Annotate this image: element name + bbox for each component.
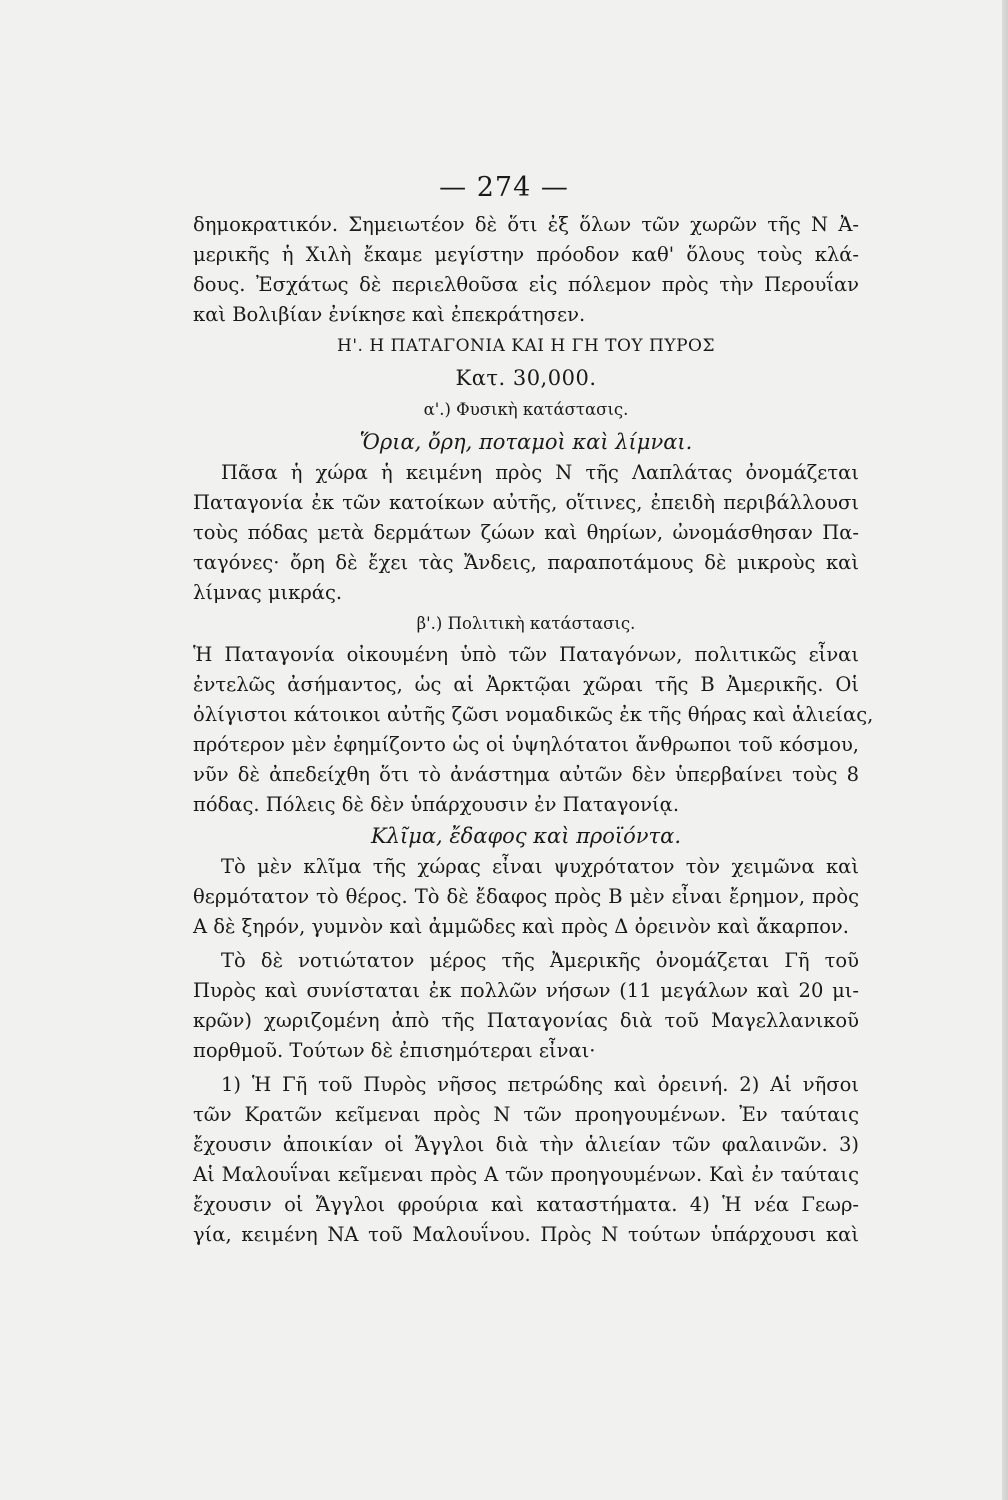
- political-heading: β'.) Πολιτικὴ κατάστασις.: [416, 614, 636, 633]
- physical-paragraph: [193, 458, 859, 608]
- text-line: γία, κειμένη ΝΑ τοῦ Μαλουΐνου. Πρὸς Ν τούτων ὑπάρχουσι καὶ: [193, 1223, 859, 1246]
- text-line: Τὸ δὲ νοτιώτατον μέρος τῆς Ἀμερικῆς ὀνομάζεται Γῆ τοῦ: [221, 949, 859, 972]
- text-line: δημοκρατικόν. Σημειωτέον δὲ ὅτι ἐξ ὅλων τῶν χωρῶν τῆς Ν Ἀ-: [193, 213, 859, 236]
- climate-heading: Κλῖμα, ἔδαφος καὶ προϊόντα.: [370, 824, 682, 848]
- text-line: ἔχουσιν ἀποικίαν οἱ Ἄγγλοι διὰ τὴν ἁλιείαν τῶν φαλαινῶν. 3): [193, 1133, 859, 1156]
- text-line: ἐντελῶς ἀσήμαντος, ὡς αἱ Ἀρκτῷαι χῶραι τῆς Β Ἀμερικῆς. Οἱ: [193, 673, 859, 696]
- text-line: Αἱ Μαλουΐναι κεῖμεναι πρὸς Α τῶν προηγουμένων. Καὶ ἐν ταύταις: [193, 1163, 859, 1186]
- page-text: [193, 210, 874, 1250]
- climate-paragraph: [193, 852, 859, 942]
- physical-heading: α'.) Φυσικὴ κατάστασις.: [423, 400, 629, 419]
- text-line: ταγόνες· ὄρη δὲ ἔχει τὰς Ἄνδεις, παραποτάμους δὲ μικροὺς καὶ: [193, 551, 859, 574]
- text-line: μερικῆς ἡ Χιλὴ ἔκαμε μεγίστην πρόοδον καθ' ὅλους τοὺς κλά-: [193, 243, 859, 266]
- text-line: δους. Ἐσχάτως δὲ περιελθοῦσα εἰς πόλεμον πρὸς τὴν Περουΐαν: [193, 273, 859, 296]
- text-line: τῶν Κρατῶν κεῖμεναι πρὸς Ν τῶν προηγουμένων. Ἐν ταύταις: [193, 1103, 859, 1126]
- text-line: ἔχουσιν οἱ Ἄγγλοι φρούρια καὶ καταστήματα. 4) Ἡ νέα Γεωρ-: [193, 1193, 859, 1216]
- text-line: Πᾶσα ἡ χώρα ἡ κειμένη πρὸς Ν τῆς Λαπλάτας ὀνομάζεται: [221, 461, 859, 484]
- text-line: Α δὲ ξηρόν, γυμνὸν καὶ ἀμμῶδες καὶ πρὸς Δ ὀρεινὸν καὶ ἄκαρπον.: [193, 915, 849, 938]
- political-paragraph: [193, 640, 874, 820]
- text-line: λίμνας μικράς.: [193, 581, 343, 604]
- text-line: Ἡ Παταγονία οἰκουμένη ὑπὸ τῶν Παταγόνων, πολιτικῶς εἶναι: [193, 643, 859, 666]
- section-title: Η'. Η ΠΑΤΑΓΟΝΙΑ ΚΑΙ Η ΓΗ ΤΟΥ ΠΥΡΟΣ: [337, 336, 715, 356]
- text-line: Πυρὸς καὶ συνίσταται ἐκ πολλῶν νήσων (11 μεγάλων καὶ 20 μι-: [193, 979, 859, 1002]
- text-line: Παταγονία ἐκ τῶν κατοίκων αὐτῆς, οἵτινες, ἐπειδὴ περιβάλλουσι: [193, 491, 859, 514]
- text-line: Τὸ μὲν κλῖμα τῆς χώρας εἶναι ψυχρότατον τὸν χειμῶνα καὶ: [221, 855, 859, 878]
- text-line: νῦν δὲ ἀπεδείχθη ὅτι τὸ ἀνάστημα αὐτῶν δὲν ὑπερβαίνει τοὺς 8: [193, 763, 859, 786]
- text-line: κρῶν) χωριζομένη ἀπὸ τῆς Παταγονίας διὰ τοῦ Μαγελλανικοῦ: [193, 1009, 859, 1032]
- text-line: τοὺς πόδας μετὰ δερμάτων ζώων καὶ θηρίων, ὠνομάσθησαν Πα-: [193, 521, 859, 544]
- text-line: 1) Ἡ Γῆ τοῦ Πυρὸς νῆσος πετρώδης καὶ ὀρεινή. 2) Αἱ νῆσοι: [221, 1073, 859, 1096]
- text-line: πόδας. Πόλεις δὲ δὲν ὑπάρχουσιν ἐν Παταγονίᾳ.: [193, 793, 680, 816]
- text-line: θερμότατον τὸ θέρος. Τὸ δὲ ἔδαφος πρὸς Β μὲν εἶναι ἔρημον, πρὸς: [193, 885, 859, 908]
- page-number: — 274 —: [439, 172, 569, 203]
- text-line: πρότερον μὲν ἐφημίζοντο ὡς οἱ ὑψηλότατοι ἄνθρωποι τοῦ κόσμου,: [193, 733, 859, 756]
- page-edge-shadow: [1002, 0, 1008, 1500]
- text-line: ὀλίγιστοι κάτοικοι αὐτῆς ζῶσι νομαδικῶς ἐκ τῆς θήρας καὶ ἁλιείας,: [193, 703, 874, 726]
- text-line: πορθμοῦ. Τούτων δὲ ἐπισημότεραι εἶναι·: [193, 1039, 596, 1062]
- intro-paragraph: [193, 210, 859, 330]
- fire-land-paragraph: [193, 946, 859, 1066]
- islands-paragraph: [193, 1070, 859, 1250]
- physical-subheading: Ὅρια, ὄρη, ποταμοὶ καὶ λίμναι.: [359, 430, 693, 454]
- section-population: Κατ. 30,000.: [455, 366, 597, 390]
- text-line: καὶ Βολιβίαν ἐνίκησε καὶ ἐπεκράτησεν.: [193, 303, 586, 326]
